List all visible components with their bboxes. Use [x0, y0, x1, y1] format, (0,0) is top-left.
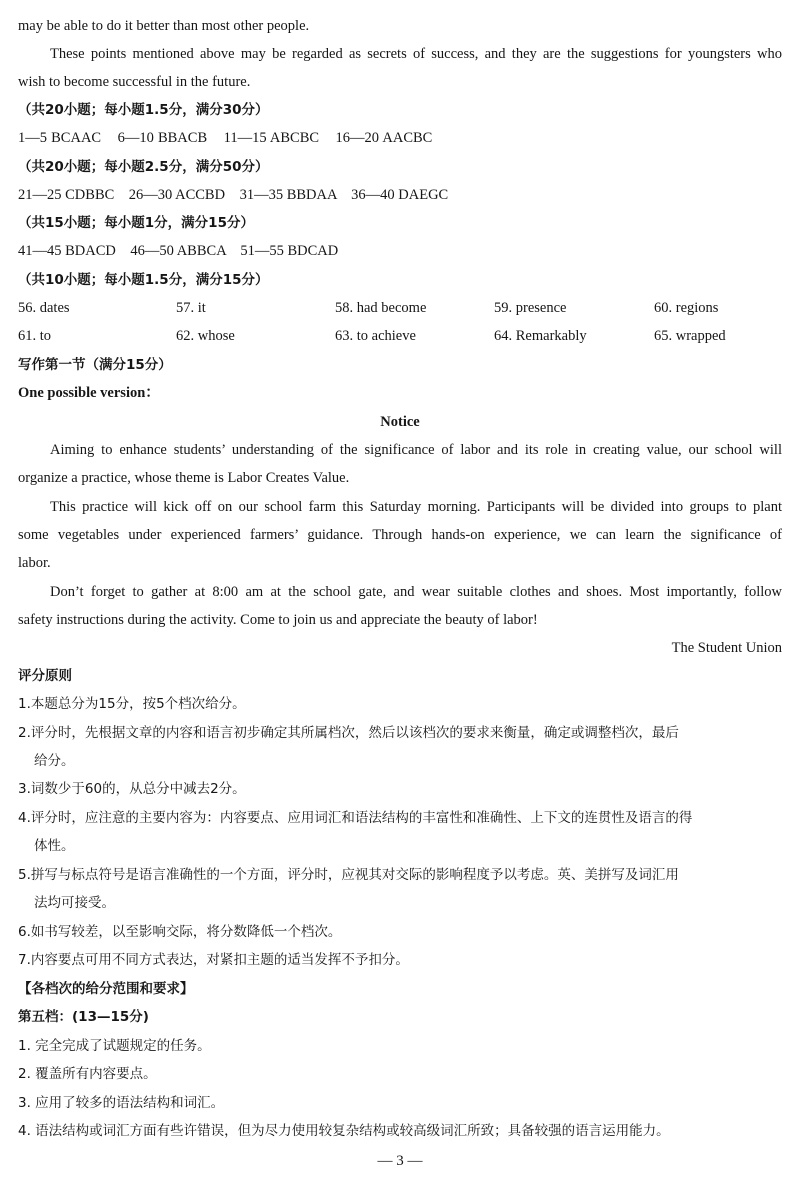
version-label: One possible version：: [18, 385, 160, 401]
notice-line: safety instructions during the activity. Come to join us and appreciate the beauty of labor!: [18, 612, 538, 628]
grading-item: 5.拼写与标点符号是语言准确性的一个方面，评分时，应视其对交际的影响程度予以考虑。英、美拼写及词汇用: [18, 867, 679, 883]
grading-item: 1.本题总分为15分，按5个档次给分。: [18, 696, 246, 712]
section-header: （共20小题；每小题1.5分，满分30分）: [18, 102, 269, 118]
levels-title: 【各档次的给分范围和要求】: [18, 981, 194, 997]
grading-item-cont: 体性。: [34, 838, 75, 854]
notice-title: Notice: [380, 414, 420, 430]
tier-title: 第五档：(13—15分): [18, 1009, 149, 1025]
fill-answer: 57. it: [176, 300, 206, 316]
section-header: （共20小题；每小题2.5分，满分50分）: [18, 159, 269, 175]
passage-line: These points mentioned above may be regarded as secrets of success, and they are the suggestions for youngsters who: [50, 46, 782, 62]
grading-item: 3.词数少于60的，从总分中减去2分。: [18, 781, 246, 797]
passage-line: wish to become successful in the future.: [18, 74, 251, 90]
passage-fragment: may be able to do it better than most other people.: [18, 18, 310, 34]
grading-title: 评分原则: [18, 668, 72, 684]
fill-answer: 60. regions: [654, 300, 719, 316]
tier-item: 1. 完全完成了试题规定的任务。: [18, 1038, 211, 1054]
fill-answer: 64. Remarkably: [494, 328, 587, 344]
answer-line: 41—45 BDACD 46—50 ABBCA 51—55 BDCAD: [18, 243, 339, 259]
answer-line: 1—5 BCAAC 6—10 BBACB 11—15 ABCBC 16—20 AACBC: [18, 130, 433, 146]
fill-answer: 61. to: [18, 328, 52, 344]
grading-item: 6.如书写较差，以至影响交际，将分数降低一个档次。: [18, 924, 342, 940]
grading-item: 2.评分时，先根据文章的内容和语言初步确定其所属档次，然后以该档次的要求来衡量，确定或调整档次，最后: [18, 725, 679, 741]
fill-answer: 65. wrapped: [654, 328, 726, 344]
signature: The Student Union: [671, 640, 782, 656]
tier-item: 4. 语法结构或词汇方面有些许错误，但为尽力使用较复杂结构或较高级词汇所致；具备较强的语言运用能力。: [18, 1123, 670, 1139]
tier-item: 3. 应用了较多的语法结构和词汇。: [18, 1095, 225, 1111]
page-number: — 3 —: [377, 1153, 423, 1169]
section-header: （共15小题；每小题1分，满分15分）: [18, 215, 254, 231]
fill-answer: 56. dates: [18, 300, 70, 316]
fill-answer: 63. to achieve: [335, 328, 416, 344]
tier-item: 2. 覆盖所有内容要点。: [18, 1066, 157, 1082]
notice-line: This practice will kick off on our school farm this Saturday morning. Participants will be divided into groups to plant: [50, 499, 782, 515]
grading-item: 4.评分时，应注意的主要内容为：内容要点、应用词汇和语法结构的丰富性和准确性、上下文的连贯性及语言的得: [18, 810, 693, 826]
fill-answer: 59. presence: [494, 300, 567, 316]
notice-line: Don’t forget to gather at 8:00 am at the school gate, and wear suitable clothes and shoes. Most importantly, follow: [50, 584, 782, 600]
notice-line: Aiming to enhance students’ understanding of the significance of labor and its role in creating value, our school will: [50, 442, 782, 458]
fill-answer: 62. whose: [176, 328, 235, 344]
writing-section-title: 写作第一节（满分15分）: [18, 357, 172, 373]
notice-line: labor.: [18, 555, 51, 571]
grading-item-cont: 法均可接受。: [34, 895, 115, 911]
grading-item: 7.内容要点可用不同方式表达，对紧扣主题的适当发挥不予扣分。: [18, 952, 409, 968]
notice-line: organize a practice, whose theme is Labor Creates Value.: [18, 470, 350, 486]
fill-answer: 58. had become: [335, 300, 427, 316]
notice-line: some vegetables under experienced farmers’ guidance. Through hands-on experience, we can learn the significance of: [18, 527, 782, 543]
section-header: （共10小题；每小题1.5分，满分15分）: [18, 272, 269, 288]
answer-line: 21—25 CDBBC 26—30 ACCBD 31—35 BBDAA 36—40 DAEGC: [18, 187, 449, 203]
grading-item-cont: 给分。: [34, 753, 75, 769]
